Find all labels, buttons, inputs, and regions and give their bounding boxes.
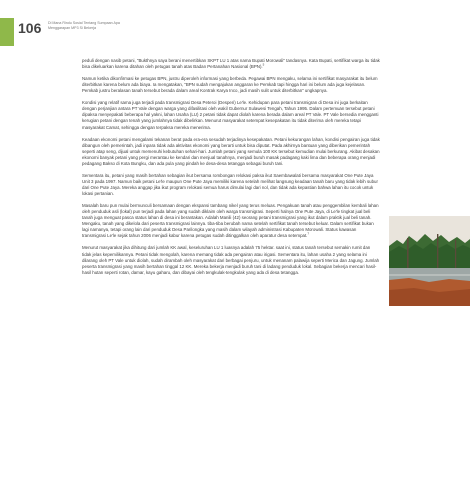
footnote-ref[interactable]: 7 [307, 231, 310, 236]
paragraph-3: Kondisi yang relatif sama juga terjadi pada transmigrasi Desa Peteroi (Desperi) Le'le. Kehidupan para petani transmigran di Desa ini juga berkaitan dengan perjanjian antara PT Vale dengan warga yang difasilitasi oleh wakil Gubernur Sulawesi Tengah, Tahun 1995. Dalam pertemuan tersebut petani dipaksa menyepakati beberapa hal yakni, lahan Usaha (LU) 2 petani tidak dapat diolah karena berada dalam areal PT Vale. PT Vale bersedia mengganti kerugian petani dengan tenah yang jumlahnya tidak dibelirkan. Menurut masyarakat setempat kesepakatan itu tidak diterima oleh mereka tetapi masyarakat Camat, sehingga dengan terpaksa mereka menerima. [82, 100, 379, 130]
photo-illustration [389, 216, 470, 306]
photo-water-highlight [389, 274, 470, 276]
photo-ground-shadow [389, 288, 470, 306]
paragraph-6: Masalah baru pun mulai bermunculi bersamaan dengan ekspansi tambang nikel yang terus meluas. Pengakuan tanah atau penggembilan kembali lahan oleh penduduk asli (lokal) pun terjadi pada lahan yang sudah diklaim oleh warga transmigrasi. Seperti halnya One Pute Jaya, di Le'le tingkat jual beli tanah juga menguat pasca status lahan di desa ini berantakan. Adalah Manili (42) seorang petani transmigrasi yang ikut dalam praktik jual beli tanah. Mengaku, tanah yang dikelola dari peserta transmigrasi lainnya. tiba-tiba berubah nama setelah sertifikat tanah tersebut keluar. Dalam sertifikat bukan lagi namanya, tetapi orang lain dari penduduk Desa Parilongka yang masih dalam wilayah administrasi Kabupaten Morowali. Status kawasan transmigrasi Le'le sejak tahun 2006 menjadi kabur karena petugas sudah ditinggalkan oleh aparatur desa setempat.$^7$ [82, 203, 379, 239]
paragraph-7: Menurut masyarakat jika dihitung dari jumlah KK awal, keseluruhan LU 1 luasnya adalah 75 hektar. saat ini, status tanah tersebut semakin rumit dan tidak jelas kepemilikannya. Petani tidak mengolah, karena memang tidak ada pengairan atau irigasi. Sementara itu, lahan usaha 2 yang selama ini dilarang oleh PT Vale untuk diolah, sudah dirambah oleh masyarakat dari berbagai penjuru, untuk menanam palawija seperti Merica dan Jagung. Jumlah peserta transmigrasi yang masih bertahan tinggal 12 KK. Mereka bekerja menjadi buruh tani di ladang penduduk lokal. Sebagian bekerja mencari hasil-hasil hutan seperti rotan, damar, kayu gaharu, dan dibayai oleh tengkulak-tengkulak yang ada di desa tetangga. [82, 245, 380, 275]
running-header [48, 21, 168, 31]
page-number: 106 [18, 20, 42, 36]
photo-tree-trunk [455, 240, 456, 270]
paragraph-4: Keadaan ekonomi petani mengalami tekanan berat pada era-era sesudah terjadinya kesepakatan. Petani kekurangan lahan, kondisi pengairan juga tidak dibangun oleh pemerintah, jadi inpara tidak ada aktivitas ekonomi yang berarti untuk bisa diputat. Pada akhirnya bantuan yang diberikan pemerintah seperti atap seng, dijual untuk memenuhi kebutuhan sehari-hari. Jumlah petani yang semula 100 KK tersebut kemudian mulai berkurang. Akibat desakan ekonomi banyak petani yang pergi merantau ke kendari dan menjual tanahnya, menjadi buruh masak padagang kaki lima dan beberapa orang menjadi pedagang Bakso di Kota Bungku, dan ada pula yang pindah ke desa-desa tetangga sebagai buruh tani. [82, 136, 380, 166]
running-header-line-1: Di Mana Rindu Sosial Tentang Sumpaan Apa [48, 21, 120, 25]
page-accent-bar [0, 18, 14, 46]
footnote-ref[interactable]: 5 [262, 62, 265, 67]
landscape-photo-icon [389, 216, 470, 306]
photo-tree-trunk [437, 234, 438, 270]
running-header-line-2: Menggarapan MP3 Si Bekerja [48, 26, 96, 30]
photo-tree-trunk [407, 238, 409, 270]
paragraph-5: Sementara itu, petani yang masih bertahan sebagian ikut bersama rombongan relokasi paksa ikut Saembawalati bersama masyarakat One Pute Jaya Unit 3 pada 1997. Namun baik petani Le'le maupun One Pute Jaya memiliki karena setelah melihat langsung keadaan tanah baru yang tidak lebih subur dari One Pute Jaya. Mereka anggap jika ikut program relokasi semua harus dimulai lagi dari nol, dan tidak ada kepastian bahwa lahan itu cocok untuk lokasi pertanian. [82, 172, 378, 197]
paragraph-2: Namun ketika dikonfirmasi ke petugas BPN, justru diperoleh informasi yang berbeda. Pegawai BPN mengaku, selama ini sertifikat masyarakat itu belum diterbitkan karena belum ada biaya. Ia mengatakan, "BPN sudah mengajukan anggaran ke Pemkab tapi hingga hari ini belum ada juga kejelasan. Pemkab justru beralasan tanah tersebut berada dalam areal Kontrak Karya Inco, jadi masih sulit untuk diterbitkan" ungkapnya. [82, 76, 378, 94]
paragraph-1: peduli dengan nasib petani, "Bukthnya saya berani menertibkan SKPT LU 1 atas nama Bupati Morowali" tandasnya. Kata Bupati, sertifikat warga itu tidak bisa dikeluarkan karena ditahan oleh petugas tanah atas Badan Pertanahan Nasional (BPN).$^5$ [82, 58, 380, 70]
article-body [82, 58, 380, 282]
